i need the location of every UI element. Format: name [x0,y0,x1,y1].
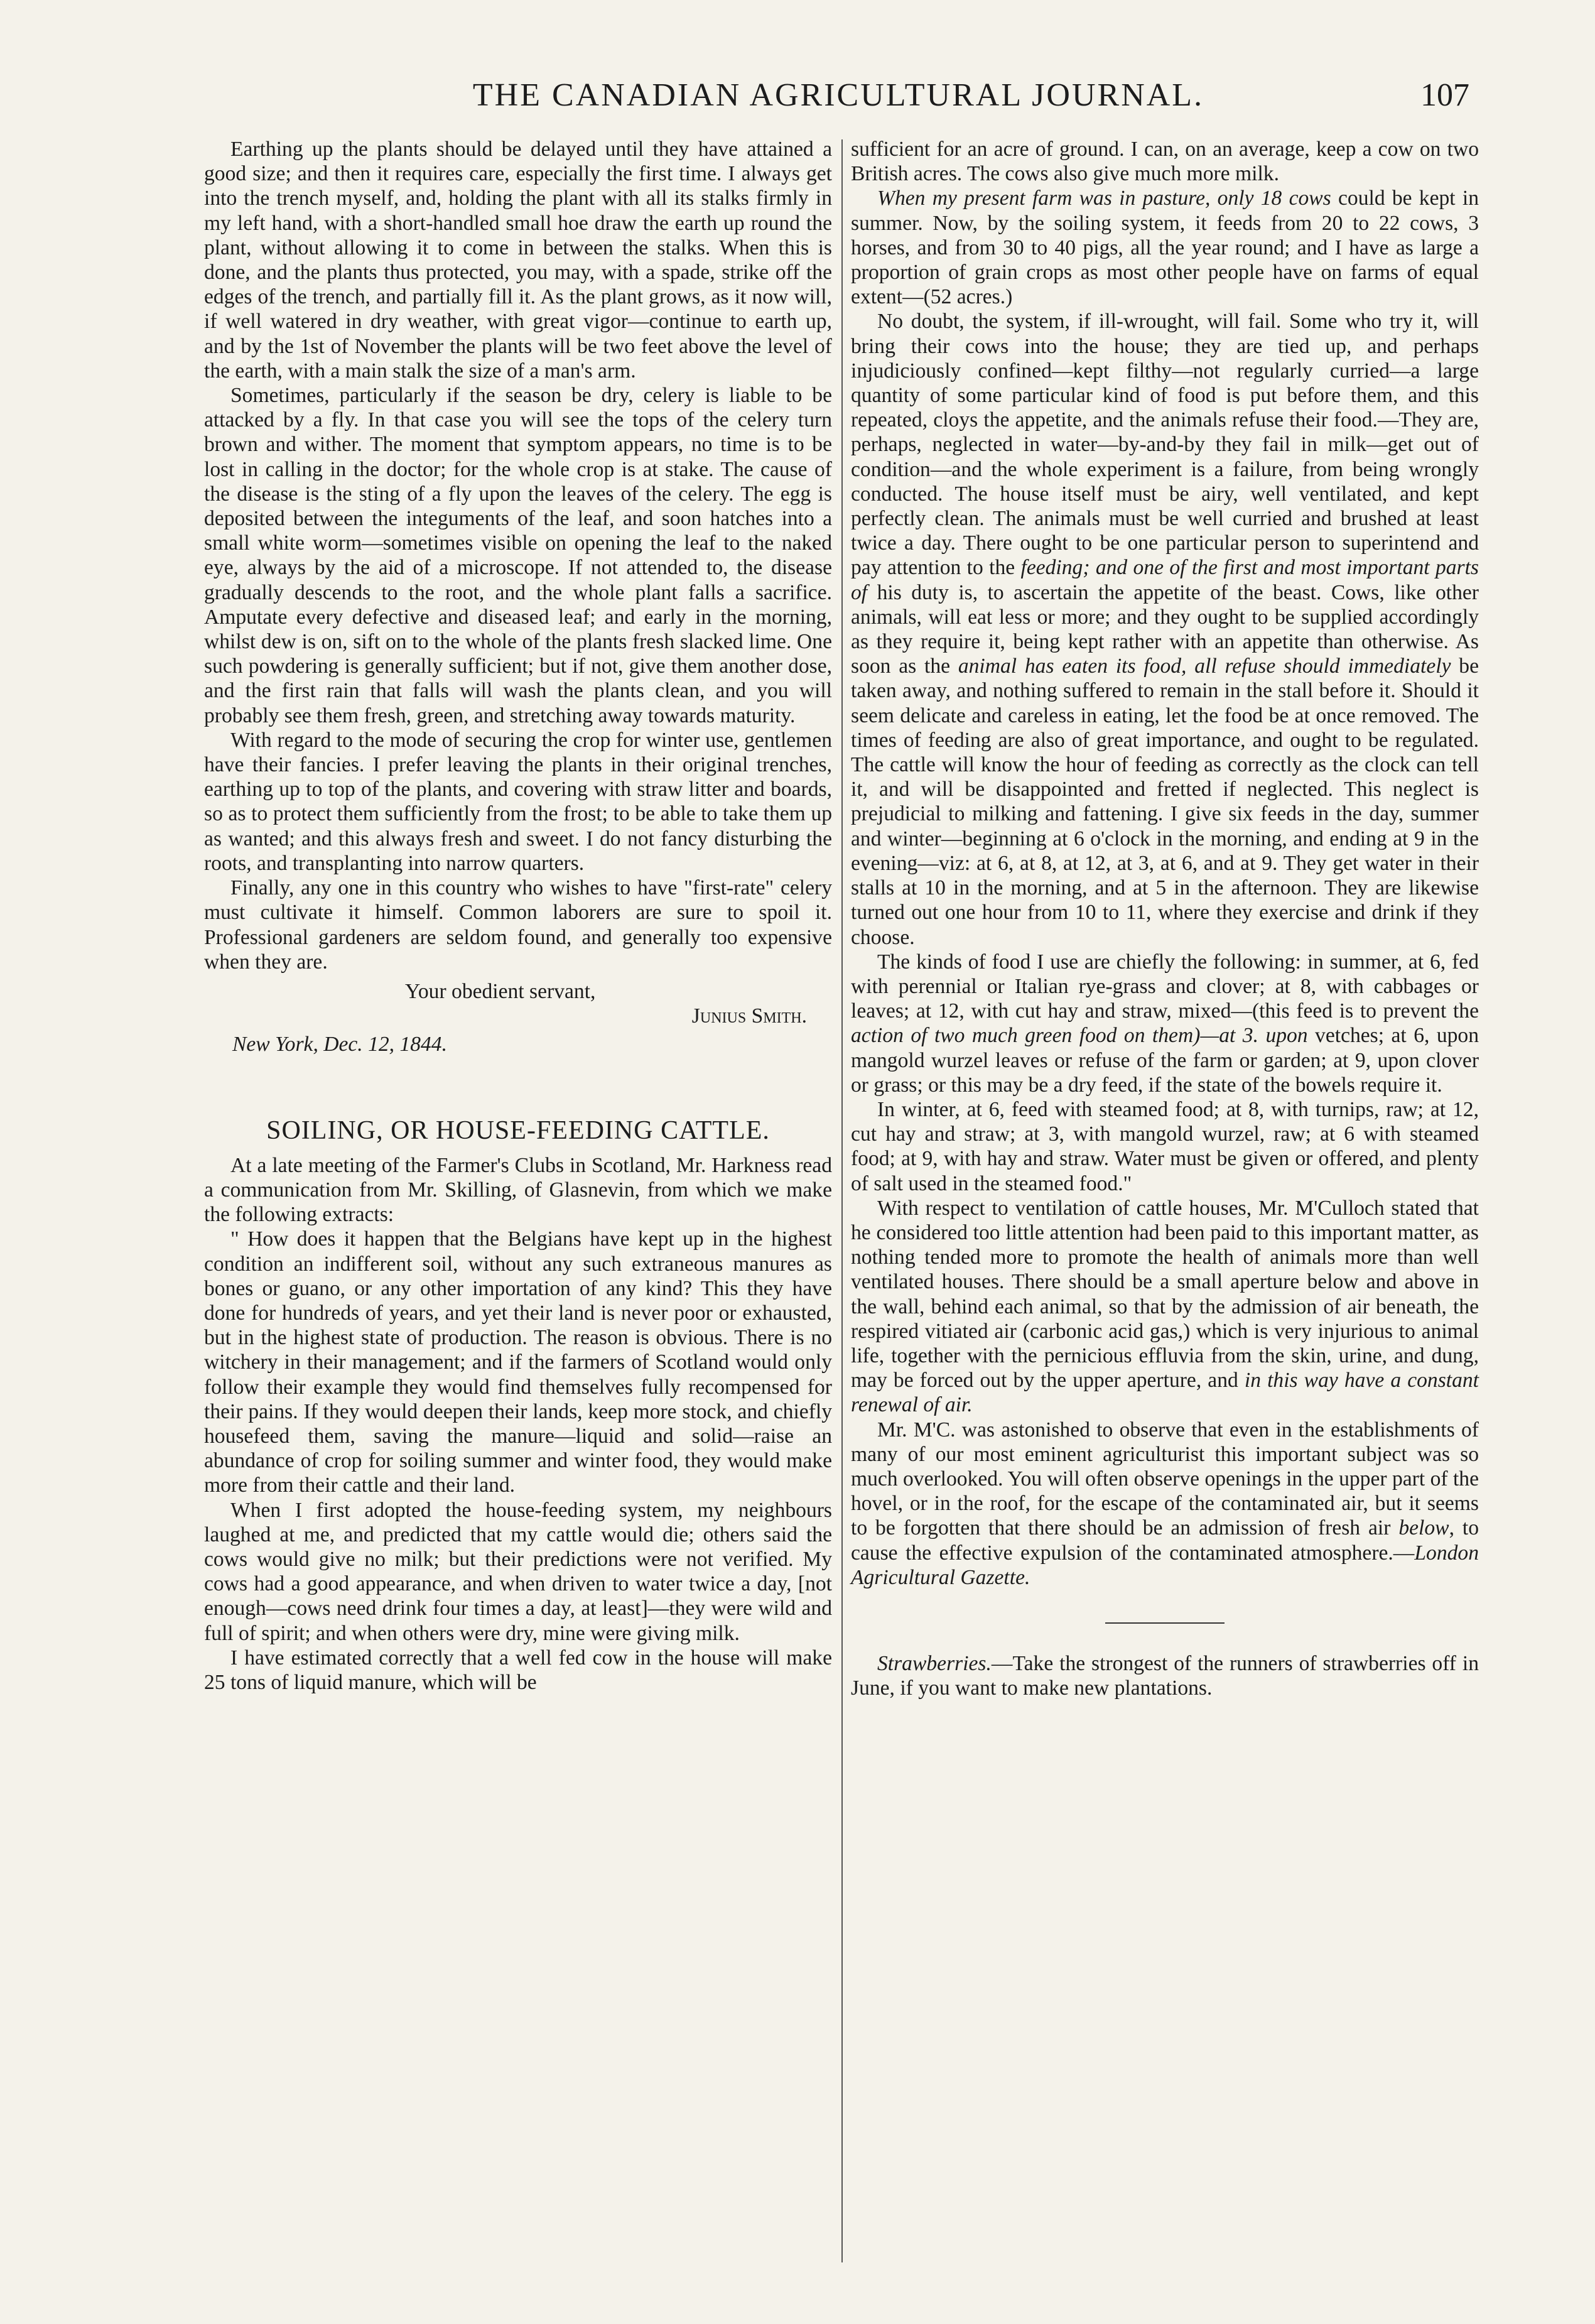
italic-run: in this way have a constant renewal of air. [851,1369,1479,1417]
paragraph [851,186,1479,309]
italic-run: animal has eaten its food, all refuse should immediately [958,654,1451,678]
text-run: No doubt, the system, if ill-wrought, will fail. Some who try it, will bring their cows into the house; they are tied up, and perhaps injudiciously confined—kept filthy—not regularly curried—a large quantity of some particular kind of food is put before them, and this repeated, cloys the appetite, and the animals refuse their food.—They are, perhaps, neglected in water—by-and-by they fail in milk—get out of condition—and the whole experiment is a failure, from being wrongly conducted. The house itself must be airy, well ventilated, and kept perfectly clean. The animals must be well curried and brushed at least twice a day. There ought to be one particular person to superintend and pay attention to the [851,310,1479,580]
paragraph: With regard to the mode of securing the crop for winter use, gentlemen have their fancies. I prefer leaving the plants in their original trenches, earthing up to top of the plants, and covering with straw litter and boards, so as to protect them sufficiently from the frost; to be able to take them up as wanted; and this always fresh and sweet. I do not fancy disturbing the roots, and transplanting into narrow quarters. [204,728,832,875]
paragraph: Earthing up the plants should be delayed until they have attained a good size; and then it requires care, especially the first time. I always get into the trench myself, and, holding the plant with all its stalks firmly in my left hand, with a short-handled small hoe draw the earth up round the plant, without allowing it to come in between the stalks. When this is done, and the plants thus protected, you may, with a spade, strike off the edges of the trench, and partially fill it. As the plant grows, as it now will, if well watered in dry weather, with great vigor—continue to earth up, and by the 1st of November the plants will be two feet above the level of the earth, with a main stalk the size of a man's arm. [204,138,832,383]
column-rule [841,139,843,2262]
right-column [851,137,1479,1700]
text-run: With respect to ventilation of cattle houses, Mr. M'Culloch stated that he considered too little attention had been paid to this important matter, as nothing tended more to promote the health of animals more than well ventilated houses. There should be a small aperture below and above in the wall, behind each animal, so that by the admission of air beneath, the respired vitiated air (carbonic acid gas,) which is very injurious to animal life, together with the pernicious effluvia from the skin, urine, and dung, may be forced out by the upper aperture, and [851,1196,1479,1393]
section-heading: SOILING, OR HOUSE-FEEDING CATTLE. [266,1116,770,1145]
paragraph-lead: Strawberries. [877,1651,992,1675]
paragraph [851,1651,1479,1700]
paragraph [851,309,1479,949]
running-head [207,77,1469,121]
letter-signature: Junius Smith. [691,1004,807,1028]
paragraph: In winter, at 6, feed with steamed food; at 8, with turnips, raw; at 12, cut hay and straw; at 3, with mangold wurzel, raw; at 6 with steamed food; at 9, with hay and straw. Water must be given or offered, and plenty of salt used in the steamed food." [851,1097,1479,1195]
paragraph: Sometimes, particularly if the season be dry, celery is liable to be attacked by a fly. In that case you will see the tops of the celery turn brown and wither. The moment that symptom appears, no time is to be lost in calling in the doctor; for the whole crop is at stake. The cause of the disease is the sting of a fly upon the leaves of the celery. The egg is deposited between the integuments of the leaf, and soon hatches into a small white worm—sometimes visible on opening the leaf to the naked eye, always by the aid of a microscope. If not attended to, the disease gradually descends to the root, and the whole plant falls a sacrifice. Amputate every defective and diseased leaf; and early in the morning, whilst dew is on, sift on to the whole of the plants fresh slacked lime. One such powdering is generally sufficient; but if not, give them another dose, and the first rain that falls will wash the plants clean, and you will probably see them fresh, green, and stretching away towards maturity. [204,384,832,727]
paragraph: At a late meeting of the Farmer's Clubs in Scotland, Mr. Harkness read a communication from Mr. Skilling, of Glasnevin, from which we make the following extracts: [204,1153,832,1227]
letter-closing: Your obedient servant, [405,979,596,1003]
page-number: 107 [1420,77,1469,113]
italic-run: feeding; and one of the first and most important parts of [851,556,1479,604]
text-run: vetches; at 6, upon mangold wurzel leaves or refuse of the farm or garden; at 9, upon clover or grass; or this may be a dry feed, if the state of the bowels require it. [851,1024,1479,1097]
italic-run: action of two much green food on them)—at 3. upon [851,1024,1308,1048]
source-citation: London Agricultural Gazette. [851,1541,1479,1589]
text-run: Mr. M'C. was astonished to observe that even in the establishments of many of our most eminent agriculturist this important subject was so much overlooked. You will often observe openings in the upper part of the hovel, or in the roof, for the escape of the contaminated air, but it seems to be forgotten that there should be an admission of fresh air [851,1418,1479,1540]
text-run: —Take the strongest of the runners of strawberries off in June, if you want to make new plantations. [851,1651,1479,1700]
letter-place-date: New York, Dec. 12, 1844. [232,1033,447,1056]
italic-run: When my present farm was in pasture, only 18 cows [877,187,1331,210]
section-divider [1105,1622,1225,1624]
paragraph: " How does it happen that the Belgians have kept up in the highest condition an indifferent soil, without any such extraneous manures as bones or guano, or any other importation of any kind? This they have done for hundreds of years, and yet their land is never poor or exhausted, but in the highest state of production. The reason is obvious. There is no witchery in their management; and if the farmers of Scotland would only follow their example they would find themselves fully recompensed for their pains. If they would deepen their lands, keep more stock, and chiefly housefeed them, saving the manure—liquid and solid—raise an abundance of crop for soiling summer and winter food, they would make more from their cattle and their land. [204,1227,832,1497]
text-run: , to cause the effective expulsion of the contaminated atmosphere.— [851,1516,1479,1565]
text-run: The kinds of food I use are chiefly the following: in summer, at 6, fed with perennial or Italian rye-grass and clover; at 8, with cabbages or leaves; at 12, with cut hay and straw, mixed—(this feed is to prevent the [851,950,1479,1023]
paragraph: I have estimated correctly that a well fed cow in the house will make 25 tons of liquid manure, which will be [204,1646,832,1694]
text-run: could be kept in summer. Now, by the soiling system, it feeds from 20 to 22 cows, 3 horses, and from 30 to 40 pigs, all the year round; and I have as large a proportion of grain crops as most other people have on farms of equal extent—(52 acres.) [851,187,1479,309]
paragraph [851,1418,1479,1590]
paragraph [851,950,1479,1097]
journal-title: THE CANADIAN AGRICULTURAL JOURNAL. [472,77,1204,113]
paragraph: When I first adopted the house-feeding system, my neighbours laughed at me, and predicted that my cattle would die; others said the cows would give no milk; but their predictions were not verified. My cows had a good appearance, and when driven to water twice a day, [not enough—cows need drink four times a day, at least]—they were wild and full of spirit; and when others were dry, mine were giving milk. [204,1498,832,1645]
paragraph [851,1196,1479,1418]
paragraph: Finally, any one in this country who wishes to have "first-rate" celery must cultivate it himself. Common laborers are sure to spoil it. Professional gardeners are seldom found, and generally too expensive when they are. [204,876,832,974]
text-run: be taken away, and nothing suffered to remain in the stall before it. Should it seem delicate and careless in eating, let the food be at once removed. The times of feeding are also of great importance, and ought to be regulated. The cattle will know the hour of feeding as correctly as the clock can tell it, and will be disappointed and fretted if neglected. This neglect is prejudicial to milking and fattening. I give six feeds in the day, summer and winter—beginning at 6 o'clock in the morning, and ending at 9 in the evening—viz: at 6, at 8, at 12, at 3, at 6, and at 9. They get water in their stalls at 10 in the morning, and at 5 in the afternoon. They are likewise turned out one hour from 10 to 11, where they exercise and drink if they choose. [851,654,1479,949]
left-column [204,137,832,1695]
italic-run: below [1398,1516,1449,1540]
text-run: his duty is, to ascertain the appetite of the beast. Cows, like other animals, will eat less or more; and they ought to be supplied accordingly as they require it, being kept rather with an appetite than otherwise. As soon as the [851,580,1479,678]
paragraph-continuation: sufficient for an acre of ground. I can, on an average, keep a cow on two British acres. The cows also give much more milk. [851,138,1479,186]
